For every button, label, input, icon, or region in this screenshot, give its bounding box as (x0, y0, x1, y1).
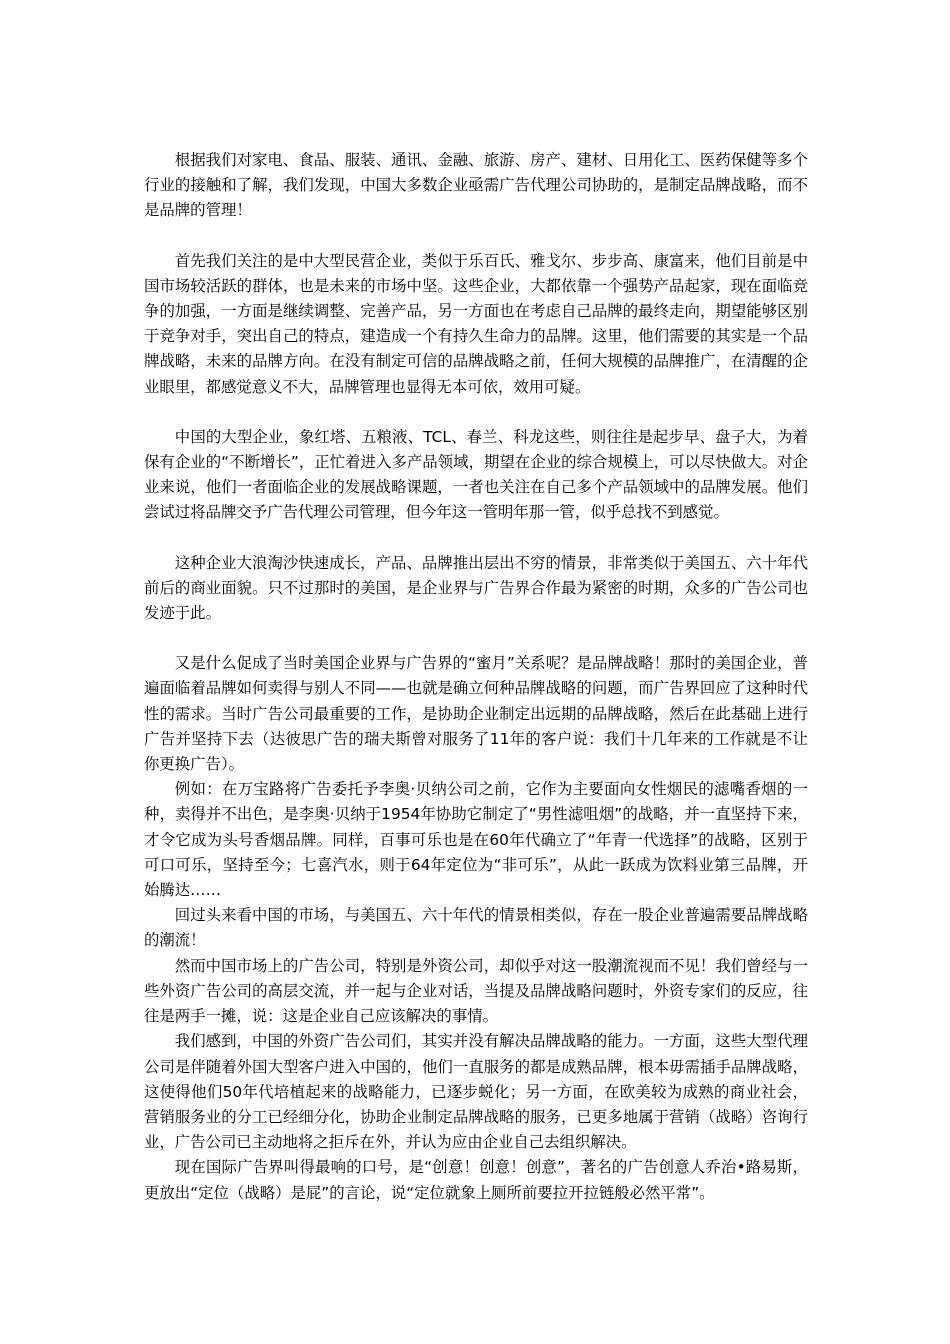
paragraph-8: 然而中国市场上的广告公司，特别是外资公司，却似乎对这一股潮流视而不见！我们曾经与一些外资广告公司的高层交流，并一起与企业对话，当提及品牌战略问题时，外资专家们的反应，往往是两手一摊，说：这是企业自己应该解决的事情。 (144, 956, 808, 1026)
paragraph-4: 这种企业大浪淘沙快速成长，产品、品牌推出层出不穷的情景，非常类似于美国五、六十年代前后的商业面貌。只不过那时的美国，是企业界与广告界合作最为紧密的时期，众多的广告公司也发迹于此。 (144, 553, 808, 623)
paragraph-6: 例如：在万宝路将广告委托予李奥·贝纳公司之前，它作为主要面向女性烟民的滤嘴香烟的一种，卖得并不出色，是李奥·贝纳于1954年协助它制定了“男性滤咀烟”的战略，并一直坚持下来，才令它成为头号香烟品牌。同样，百事可乐也是在60年代确立了“年青一代选择”的战略，区别于可口可乐，坚持至今；七喜汽水，则于64年定位为“非可乐”，从此一跃成为饮料业第三品牌，开始腾达…… (144, 780, 808, 900)
paragraph-1: 根据我们对家电、食品、服装、通讯、金融、旅游、房产、建材、日用化工、医药保健等多个行业的接触和了解，我们发现，中国大多数企业亟需广告代理公司协助的，是制定品牌战略，而不是品牌的管理！ (144, 151, 808, 220)
paragraph-7: 回过头来看中国的市场，与美国五、六十年代的情景相类似，存在一股企业普遍需要品牌战略的潮流！ (144, 906, 808, 950)
paragraph-9: 我们感到，中国的外资广告公司们，其实并没有解决品牌战略的能力。一方面，这些大型代理公司是伴随着外国大型客户进入中国的，他们一直服务的都是成熟品牌，根本毋需插手品牌战略，这使得他们50年代培植起来的战略能力，已逐步蜕化；另一方面，在欧美较为成熟的商业社会，营销服务业的分工已经细分化，协助企业制定品牌战略的服务，已更多地属于营销（战略）咨询行业，广告公司已主动地将之拒斥在外，并认为应由企业自己去组织解决。 (144, 1032, 808, 1152)
article-body (144, 148, 808, 1206)
paragraph-3: 中国的大型企业，象红塔、五粮液、TCL、春兰、科龙这些，则往往是起步早、盘子大，为着保有企业的“不断增长”，正忙着进入多产品领域，期望在企业的综合规模上，可以尽快做大。对企业来说，他们一者面临企业的发展战略课题，一者也关注在自己多个产品领域中的品牌发展。他们尝试过将品牌交予广告代理公司管理，但今年这一管明年那一管，似乎总找不到感觉。 (144, 427, 808, 522)
paragraph-2: 首先我们关注的是中大型民营企业，类似于乐百氏、雅戈尔、步步高、康富来，他们目前是中国市场较活跃的群体，也是未来的市场中坚。这些企业，大都依靠一个强势产品起家，现在面临竞争的加强，一方面是继续调整、完善产品，另一方面也在考虑自己品牌的最终走向，期望能够区别于竞争对手，突出自己的特点，建造成一个有持久生命力的品牌。这里，他们需要的其实是一个品牌战略，未来的品牌方向。在没有制定可信的品牌战略之前，任何大规模的品牌推广，在清醒的企业眼里，都感觉意义不大，品牌管理也显得无本可依，效用可疑。 (144, 251, 808, 396)
paragraph-5: 又是什么促成了当时美国企业界与广告界的“蜜月”关系呢？是品牌战略！那时的美国企业，普遍面临着品牌如何卖得与别人不同——也就是确立何种品牌战略的问题，而广告界回应了这种时代性的需求。当时广告公司最重要的工作，是协助企业制定出远期的品牌战略，然后在此基础上进行广告并坚持下去（达彼思广告的瑞夫斯曾对服务了11年的客户说：我们十几年来的工作就是不让你更换广告）。 (144, 654, 808, 774)
paragraph-10: 现在国际广告界叫得最响的口号，是“创意！创意！创意”，著名的广告创意人乔治•路易斯，更放出“定位（战略）是屁”的言论，说“定位就象上厕所前要拉开拉链般必然平常”。 (144, 1158, 808, 1202)
